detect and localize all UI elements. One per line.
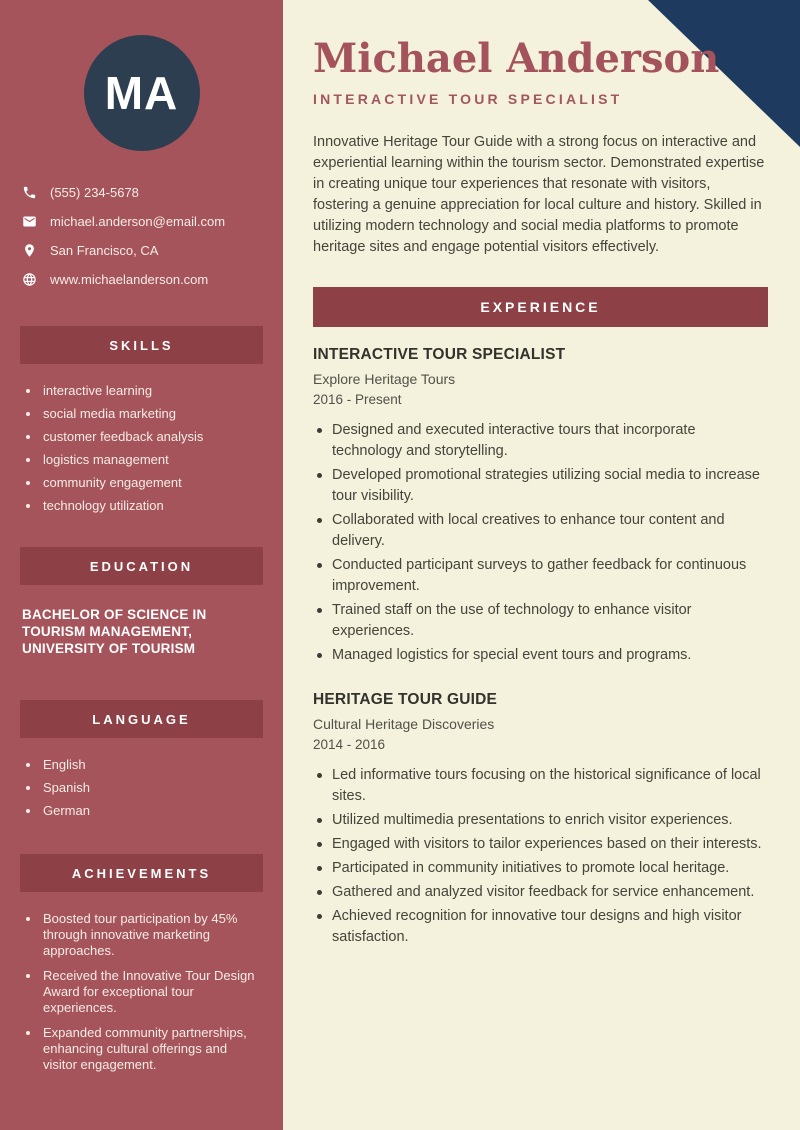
language-header-label: LANGUAGE [92, 711, 191, 727]
list-item: Achieved recognition for innovative tour designs and high visitor satisfaction. [313, 906, 768, 948]
achievements-header-label: ACHIEVEMENTS [71, 865, 212, 881]
language-list [0, 757, 283, 819]
list-item: German [24, 803, 263, 819]
job-dates: 2014 - 2016 [313, 737, 386, 752]
sidebar [0, 0, 283, 1130]
contact-website[interactable] [22, 265, 261, 294]
list-item: English [24, 757, 263, 773]
job-company: Cultural Heritage Discoveries [313, 716, 495, 732]
avatar [84, 35, 200, 151]
list-item: Spanish [24, 780, 263, 796]
achievements-section-header [20, 854, 263, 892]
job-title: INTERACTIVE TOUR SPECIALIST [313, 346, 566, 363]
list-item: logistics management [24, 452, 263, 468]
list-item: Received the Innovative Tour Design Award for exceptional tour experiences. [24, 968, 263, 1016]
role-subtitle: INTERACTIVE TOUR SPECIALIST [313, 91, 623, 107]
globe-icon [22, 272, 37, 287]
achievements-list [0, 911, 283, 1073]
list-item: Trained staff on the use of technology to enhance visitor experiences. [313, 600, 768, 642]
list-item: Designed and executed interactive tours that incorporate technology and storytelling. [313, 420, 768, 462]
skills-list [0, 383, 283, 514]
list-item: customer feedback analysis [24, 429, 263, 445]
contact-phone [22, 178, 261, 207]
list-item: Participated in community initiatives to promote local heritage. [313, 858, 768, 879]
list-item: Collaborated with local creatives to enhance tour content and delivery. [313, 510, 768, 552]
contact-location [22, 236, 261, 265]
job-company: Explore Heritage Tours [313, 371, 456, 387]
job-title: HERITAGE TOUR GUIDE [313, 691, 498, 708]
list-item: Utilized multimedia presentations to enrich visitor experiences. [313, 810, 768, 831]
skills-header-label: SKILLS [109, 337, 174, 353]
contact-section [0, 178, 283, 294]
website-url[interactable]: www.michaelanderson.com [50, 272, 209, 287]
education-degree: BACHELOR OF SCIENCE IN TOURISM MANAGEMENT, UNIVERSITY OF TOURISM [22, 607, 207, 656]
experience-header-label: EXPERIENCE [480, 299, 601, 315]
language-section-header [20, 700, 263, 738]
education-section-header [20, 547, 263, 585]
list-item: social media marketing [24, 406, 263, 422]
profile-summary: Innovative Heritage Tour Guide with a strong focus on interactive and experiential learning within the tourism sector. Demonstrated expertise in creating unique tour experiences that resonate with visitors, fostering a genuine appreciation for local culture and history. Skilled in utilizing modern technology and social media platforms to promote heritage sites and engage potential visitors effectively. [313, 134, 765, 255]
avatar-initials: MA [104, 67, 179, 119]
job-bullet-list [313, 765, 768, 948]
job-dates: 2016 - Present [313, 392, 402, 407]
job-bullet-list [313, 420, 768, 666]
list-item: technology utilization [24, 498, 263, 514]
list-item: Expanded community partnerships, enhancing cultural offerings and visitor engagement. [24, 1025, 263, 1073]
email-address[interactable]: michael.anderson@email.com [50, 214, 226, 229]
list-item: Engaged with visitors to tailor experiences based on their interests. [313, 834, 768, 855]
experience-section-header [313, 287, 768, 327]
phone-icon [22, 185, 37, 200]
list-item: interactive learning [24, 383, 263, 399]
main-content [283, 0, 800, 1130]
list-item: Conducted participant surveys to gather feedback for continuous improvement. [313, 555, 768, 597]
list-item: community engagement [24, 475, 263, 491]
page-title: Michael Anderson [313, 35, 720, 82]
location-text: San Francisco, CA [50, 243, 159, 258]
experience-entry [313, 691, 768, 948]
email-icon [22, 214, 37, 229]
skills-section-header [20, 326, 263, 364]
contact-email[interactable] [22, 207, 261, 236]
location-icon [22, 243, 37, 258]
list-item: Developed promotional strategies utilizing social media to increase tour visibility. [313, 465, 768, 507]
phone-number: (555) 234-5678 [50, 185, 139, 200]
education-header-label: EDUCATION [89, 558, 194, 574]
experience-entry [313, 346, 768, 666]
list-item: Managed logistics for special event tours and programs. [313, 645, 768, 666]
list-item: Gathered and analyzed visitor feedback for service enhancement. [313, 882, 768, 903]
list-item: Boosted tour participation by 45% through innovative marketing approaches. [24, 911, 263, 959]
list-item: Led informative tours focusing on the historical significance of local sites. [313, 765, 768, 807]
